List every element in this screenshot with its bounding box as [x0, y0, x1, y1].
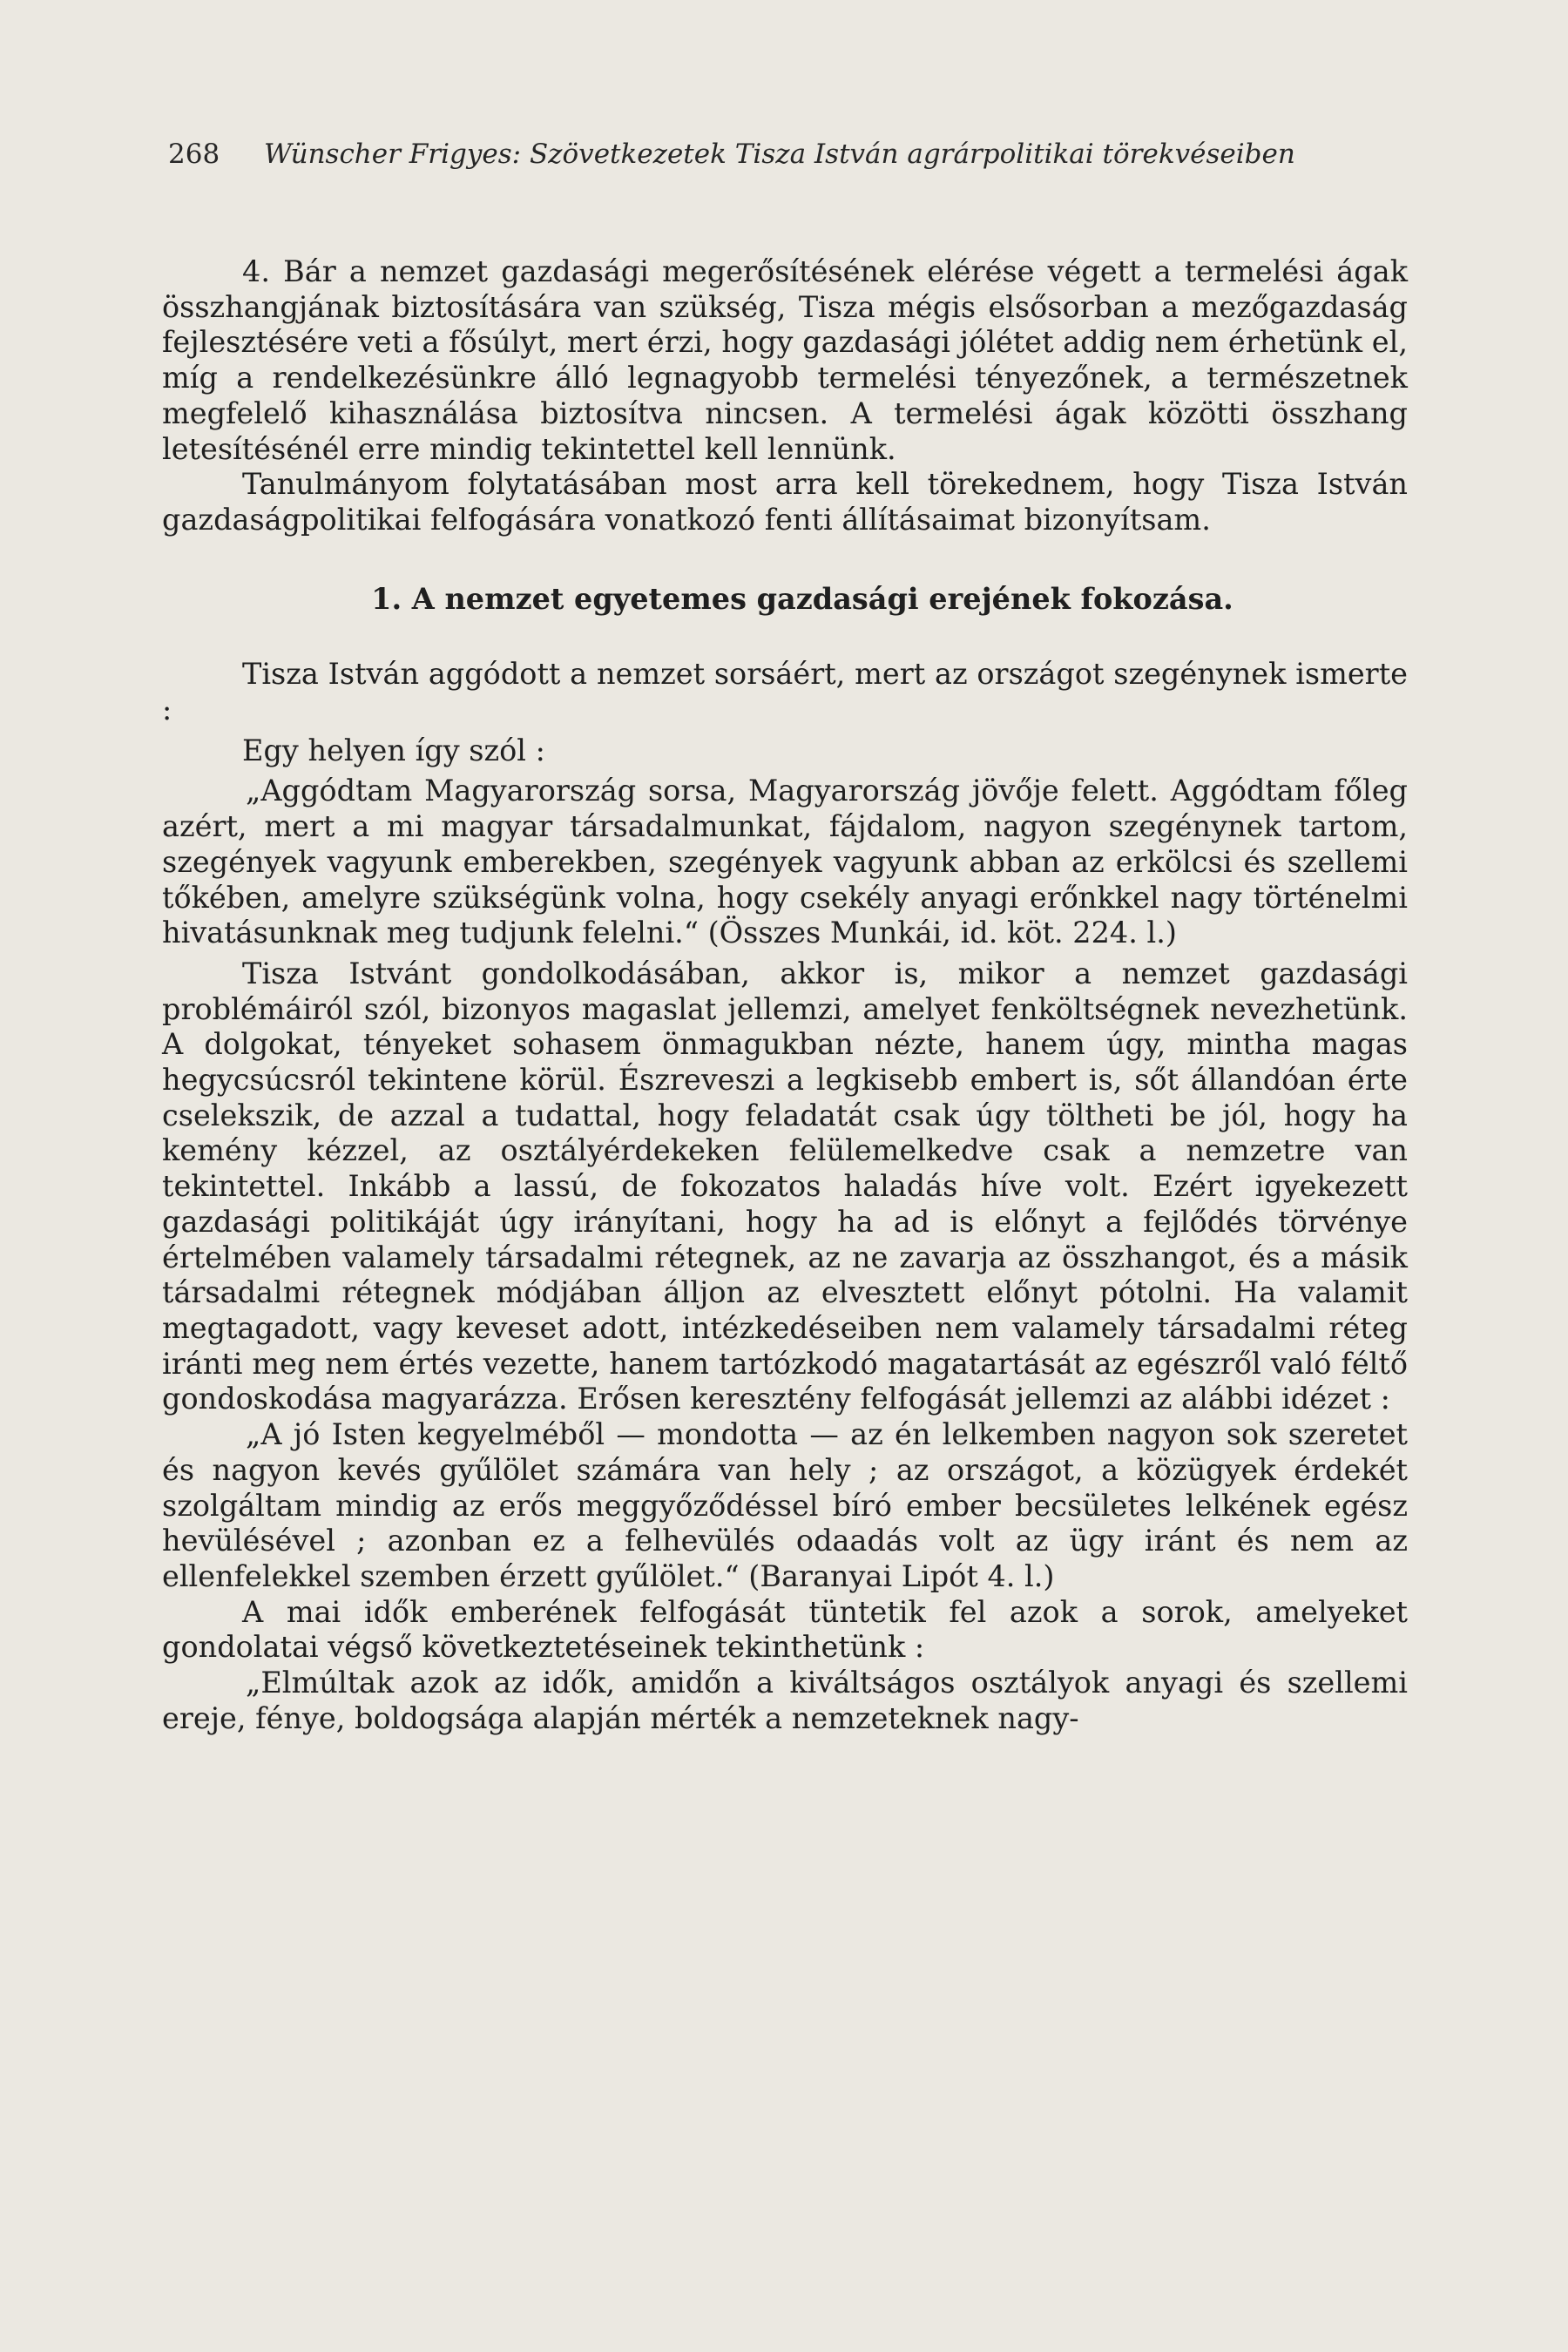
- quotation: „Elmúltak azok az idők, amidőn a kiváltságos osztályok anyagi és szellemi ereje, fénye, boldogsága alapján mérték a nemzeteknek nagy-: [162, 1666, 1408, 1735]
- section-heading: 1. A nemzet egyetemes gazdasági erejének fokozása.: [371, 581, 1233, 616]
- running-title: Wünscher Frigyes: Szövetkezetek Tisza István agrárpolitikai törekvéseiben: [264, 139, 1295, 170]
- paragraph: Tisza István aggódott a nemzet sorsáért, mert az országot szegénynek ismerte :: [162, 657, 1408, 727]
- quotation: „A jó Isten kegyelméből — mondotta — az én lelkemben nagyon sok szeretet és nagyon kevés gyűlölet számára van hely ; az országot, a közügyek érdekét szolgáltam mindig az erős meggyőződéssel bíró ember becsületes lelkének egész hevülésével ; azonban ez a felhevülés odaadás volt az ügy iránt és nem az ellenfelekkel szemben érzett gyűlölet.“ (Baranyai Lipót 4. l.): [162, 1417, 1408, 1593]
- paragraph: Tisza Istvánt gondolkodásában, akkor is, mikor a nemzet gazdasági problémáiról szól, bizonyos magaslat jellemzi, amelyet fenköltségnek nevezhetünk. A dolgokat, tényeket sohasem önmagukban nézte, hanem úgy, mintha magas hegycsúcsról tekintene körül. Észreveszi a legkisebb embert is, sőt állandóan érte cselekszik, de azzal a tudattal, hogy feladatát csak úgy töltheti be jól, hogy ha kemény kézzel, az osztályérdekeken felülemelkedve csak a nemzetre van tekintettel. Inkább a lassú, de fokozatos haladás híve volt. Ezért igyekezett gazdasági politikáját úgy irányítani, hogy ha ad is előnyt a fejlődés törvénye értelmében valamely társadalmi rétegnek, az ne zavarja az összhangot, és a másik társadalmi rétegnek módjában álljon az elvesztett előnyt pótolni. Ha valamit megtagadott, vagy keveset adott, intézkedéseiben nem valamely társadalmi réteg iránti meg nem értés vezette, hanem tartózkodó magatartását az egészről való féltő gondoskodása magyarázza. Erősen keresztény felfogását jellemzi az alábbi idézet :: [162, 956, 1408, 1416]
- page-body: [162, 254, 1408, 1736]
- page-number: 268: [168, 139, 220, 170]
- paragraph: Egy helyen így szól :: [242, 733, 545, 767]
- quotation: „Aggódtam Magyarország sorsa, Magyarország jövője felett. Aggódtam főleg azért, mert a mi magyar társadalmunkat, fájdalom, nagyon szegénynek tartom, szegények vagyunk emberekben, szegények vagyunk abban az erkölcsi és szellemi tőkében, amelyre szükségünk volna, hogy csekély anyagi erőnkkel nagy történelmi hivatásunknak meg tudjunk felelni.“ (Összes Munkái, id. köt. 224. l.): [162, 774, 1408, 950]
- paragraph: 4. Bár a nemzet gazdasági megerősítésének elérése végett a termelési ágak összhangjának biztosítására van szükség, Tisza mégis elsősorban a mezőgazdaság fejlesztésére veti a fősúlyt, mert érzi, hogy gazdasági jólétet addig nem érhetünk el, míg a rendelkezésünkre álló legnagyobb termelési tényezőnek, a természetnek megfelelő kihasználása biztosítva nincsen. A termelési ágak közötti összhang letesítésénél erre mindig tekintettel kell lennünk.: [162, 254, 1408, 466]
- running-header: [168, 132, 1423, 176]
- paragraph: Tanulmányom folytatásában most arra kell törekednem, hogy Tisza István gazdaságpolitikai felfogására vonatkozó fenti állításaimat bizonyítsam.: [162, 467, 1408, 537]
- paragraph: A mai idők emberének felfogását tüntetik fel azok a sorok, amelyeket gondolatai végső következtetéseinek tekinthetünk :: [162, 1594, 1408, 1665]
